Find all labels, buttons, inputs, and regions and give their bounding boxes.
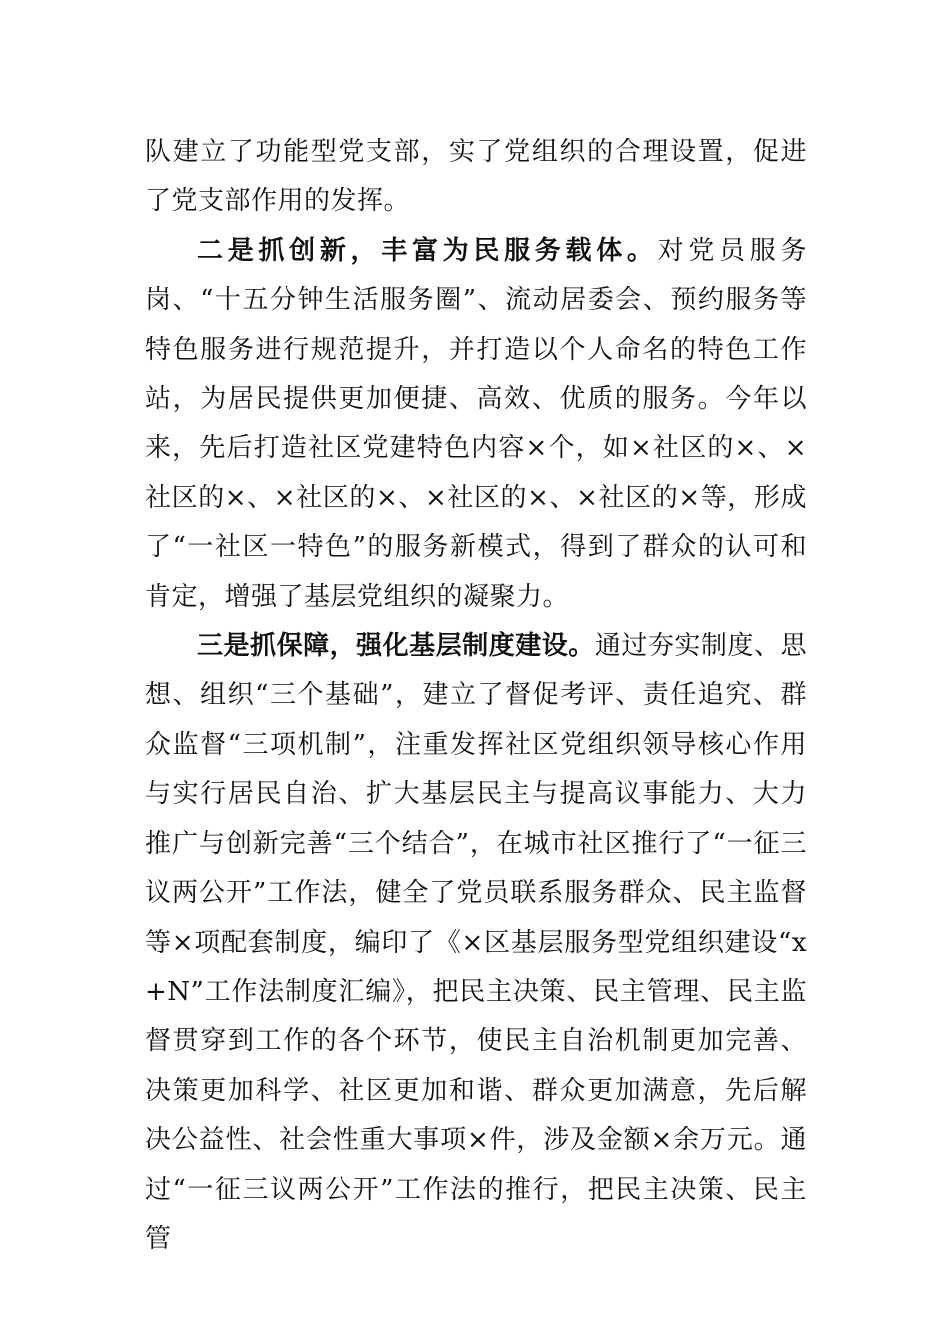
paragraph-innovation: [145, 227, 807, 622]
paragraph-guarantee: [145, 622, 807, 1264]
paragraph-text: 通过夯实制度、思想、组织“三个基础”，建立了督促考评、责任追究、群众监督“三项机制”，注重发挥社区党组织领导核心作用与实行居民自治、扩大基层民主与提高议事能力、大力推广与创新完善“三个结合”，在城市社区推行了“一征三议两公开”工作法，健全了党员联系服务群众、民主监督等×项配套制度，编印了《×区基层服务型党组织建设“x+N”工作法制度汇编》，把民主决策、民主管理、民主监督贯穿到工作的各个环节，使民主自治机制更加完善、决策更加科学、社区更加和谐、群众更加满意，先后解决公益性、社会性重大事项×件，涉及金额×余万元。通过“一征三议两公开”工作法的推行，把民主决策、民主管: [145, 631, 807, 1254]
paragraph-continuation: [145, 128, 807, 227]
paragraph-heading: 二是抓创新，丰富为民服务载体。: [197, 235, 658, 266]
paragraph-text: 队建立了功能型党支部，实了党组织的合理设置，促进了党支部作用的发挥。: [145, 137, 807, 217]
document-body: [145, 128, 807, 1264]
paragraph-heading: 三是抓保障，强化基层制度建设。: [197, 631, 595, 662]
paragraph-text: 对党员服务岗、“十五分钟生活服务圈”、流动居委会、预约服务等特色服务进行规范提升，并打造以个人命名的特色工作站，为居民提供更加便捷、高效、优质的服务。今年以来，先后打造社区党建特色内容×个，如×社区的×、×社区的×、×社区的×、×社区的×、×社区的×等，形成了“一社区一特色”的服务新模式，得到了群众的认可和肯定，增强了基层党组织的凝聚力。: [145, 235, 807, 612]
